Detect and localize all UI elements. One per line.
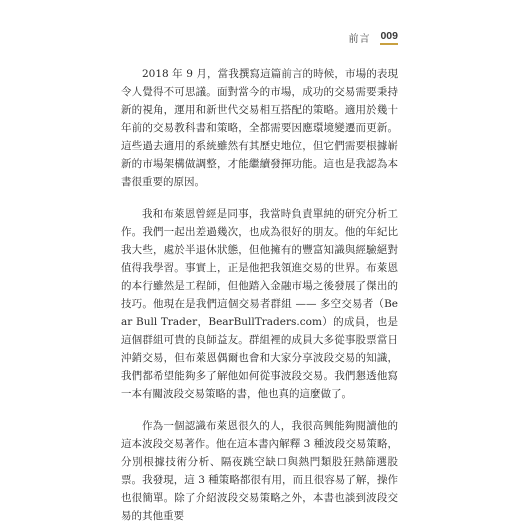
page-number: 009 [380,31,398,46]
running-header [348,30,398,45]
paragraph-book-content: 作為一個認識布萊恩很久的人，我很高興能夠閱讀他的這本波段交易著作。他在這本書內解釋 3 種波段交易策略，分別根據技術分析、隔夜跳空缺口與熱門類股狂熱篩選股票。我發現，這 3 種策略都很有用，而且很容易了解，操作也很簡單。除了介紹波段交易策略之外，本書也談到波段交易的其他重要 [121,420,398,522]
paragraph-colleague: 我和布萊恩曾經是同事，我當時負責單純的研究分析工作。我們一起出差過幾次，也成為很好的朋友。他的年紀比我大些，處於半退休狀態，但他擁有的豐富知識與經驗絕對值得我學習。事實上，正是他把我領進交易的世界。布萊恩的本行雖然是工程師，但他踏入金融市場之後發展了傑出的技巧。他現在是我們這個交易者群組 —— 多空交易者（Bear Bull Trader，BearBullTraders.com）的成員，也是這個群組可貴的良師益友。群組裡的成員大多從事股票當日沖銷交易，但布萊恩偶爾也會和大家分享波段交易的知識，我們都希望能夠多了解他如何從事波段交易。我們懇透他寫一本有關波段交易策略的書，他也真的這麼做了。 [121,208,398,400]
running-header-section-title: 前言 [348,34,371,45]
body-text [121,65,398,525]
paragraph-intro: 2018 年 9 月，當我撰寫這篇前言的時候，市場的表現令人覺得不可思議。面對當今的市場，成功的交易需要秉持新的視角，運用和新世代交易相互搭配的策略。適用於幾十年前的交易教科書和策略，全都需要因應環境變遷而更新。這些過去適用的系統雖然有其歷史地位，但它們需要根據嶄新的市場架構做調整，才能繼續發揮功能。這也是我認為本書很重要的原因。 [121,68,398,188]
